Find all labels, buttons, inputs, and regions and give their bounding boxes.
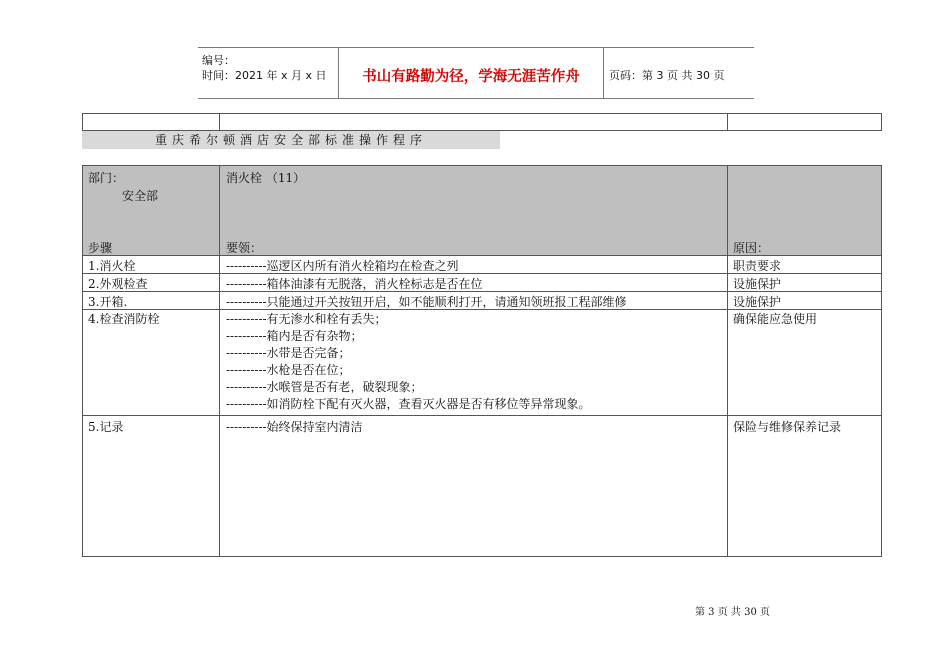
- reason-cell: 保险与维修保养记录: [733, 420, 842, 434]
- reason-cell: 设施保护: [733, 295, 782, 309]
- points-line: ----------水枪是否在位；: [226, 363, 351, 377]
- page-footer: 第 3 页 共 30 页: [695, 607, 770, 618]
- top-empty-row: [82, 113, 882, 131]
- serial-label: 编号：: [202, 54, 235, 67]
- header-motto-cell: [338, 48, 604, 98]
- step-cell: 3.开箱.: [88, 295, 128, 309]
- step-cell: 2.外观检查: [88, 277, 148, 291]
- points-cell: ----------只能通过开关按钮开启，如不能顺利打开，请通知领班报工程部维修: [226, 295, 627, 309]
- column-divider: [727, 165, 728, 557]
- points-cell: ----------始终保持室内清洁: [226, 420, 363, 434]
- points-line: ----------箱内是否有杂物；: [226, 329, 363, 343]
- col-reason-header: 原因：: [733, 241, 770, 255]
- time-label: 时间：2021 年 x 月 x 日: [202, 69, 327, 82]
- header-meta: [198, 48, 338, 98]
- points-cell: ----------箱体油漆有无脱落，消火栓标志是否在位: [226, 277, 483, 291]
- divider: [727, 113, 728, 131]
- dept-value: 安全部: [122, 189, 159, 203]
- reason-cell: 职责要求: [733, 259, 782, 273]
- reason-cell: 设施保护: [733, 277, 782, 291]
- item-title: 消火栓 （11）: [226, 171, 306, 185]
- step-cell: 1.消火栓: [88, 259, 136, 273]
- step-cell: 4.检查消防栓: [88, 312, 160, 326]
- col-points-header: 要领：: [226, 241, 263, 255]
- points-line: ----------水喉管是否有老，破裂现象；: [226, 380, 423, 394]
- points-line: ----------如消防栓下配有灭火器，查看灭火器是否有移位等异常现象。: [226, 397, 591, 411]
- points-cell: ----------巡逻区内所有消火栓箱均在检查之列: [226, 259, 459, 273]
- reason-cell: 确保能应急使用: [733, 312, 818, 326]
- header-page-cell: [603, 48, 754, 98]
- column-divider: [219, 165, 220, 557]
- dept-label: 部门：: [88, 171, 125, 185]
- motto: 书山有路勤为径，学海无涯苦作舟: [362, 69, 580, 85]
- points-line: ----------有无渗水和栓有丢失；: [226, 312, 387, 326]
- procedure-table: [82, 165, 882, 557]
- page-header: [198, 47, 754, 99]
- document-title: 重庆希尔顿酒店安全部标准操作程序: [82, 131, 500, 149]
- divider: [219, 113, 220, 131]
- points-line: ----------水带是否完备；: [226, 346, 351, 360]
- col-step-header: 步骤: [88, 241, 113, 255]
- row-divider: [82, 415, 882, 416]
- step-cell: 5.记录: [88, 420, 124, 434]
- page-code: 页码：第 3 页 共 30 页: [609, 69, 725, 82]
